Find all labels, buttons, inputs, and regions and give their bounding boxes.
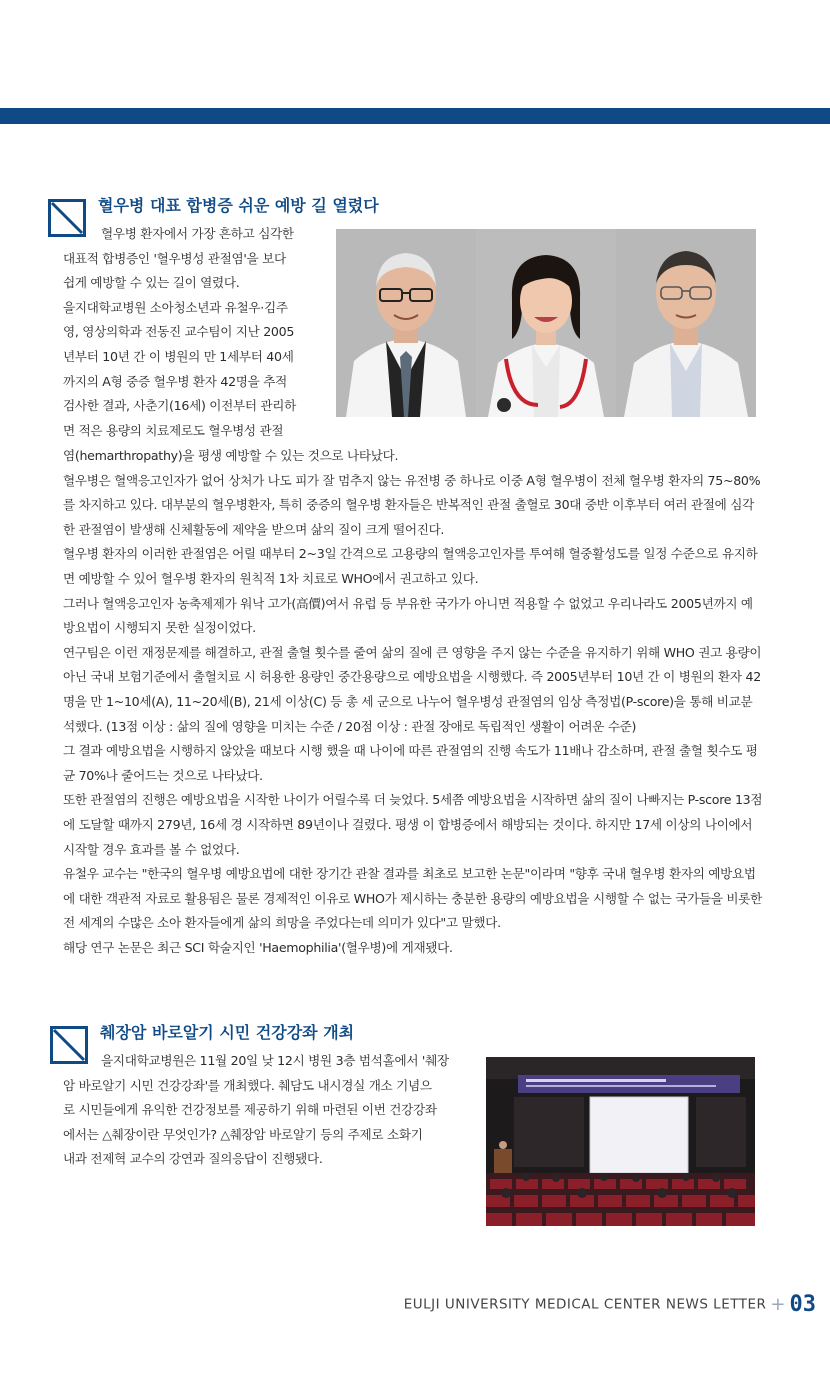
wrap-line: 년부터 10년 간 이 병원의 만 1세부터 40세 xyxy=(63,348,294,364)
body-line: 암 바로알기 시민 건강강좌'를 개최했다. 췌담도 내시경실 개소 기념으 xyxy=(63,1077,432,1093)
paragraph: 유철우 교수는 "한국의 혈우병 예방요법에 대한 장기간 관찰 결과를 최초로 보고한 논문"이라며 "향후 국내 혈우병 환자의 예방요법에 대한 객관적 자료로 활용됨은 물론 경제적인 이유로 WHO가 제시하는 충분한 용량의 예방요법을 시행할 수 없는 국가들을 비롯한 전 세계의 수많은 소아 환자들에게 삶의 희망을 주었다는데 의미가 있다"고 말했다. xyxy=(63,866,763,931)
paragraph: 혈우병은 혈액응고인자가 없어 상처가 나도 피가 잘 멈추지 않는 유전병 중 하나로 이중 A형 혈우병이 전체 혈우병 환자의 75~80%를 차지하고 있다. 대부분의 혈우병환자, 특히 중증의 혈우병 환자들은 반복적인 관절 출혈로 30대 중반 이후부터 여러 관절에 심각한 관절염이 발생해 신체활동에 제약을 받으며 삶의 질이 크게 떨어진다. xyxy=(63,472,761,537)
professor-photo-3 xyxy=(616,229,756,417)
wrap-line: 쉽게 예방할 수 있는 길이 열렸다. xyxy=(63,275,240,291)
paragraph: 또한 관절염의 진행은 예방요법을 시작한 나이가 어릴수록 더 늦었다. 5세쯤 예방요법을 시작하면 삶의 질이 나빠지는 P-score 13점에 도달할 때까지 279년, 16세 경 시작하면 89년이나 걸렸다. 평생 이 합병증에서 해방되는 것이다. 하지만 17세 이상의 나이에서 시작할 경우 효과를 볼 수 없었다. xyxy=(63,792,763,857)
footer-plus-icon: + xyxy=(770,1294,786,1315)
paragraph: 혈우병 환자의 이러한 관절염은 어릴 때부터 2~3일 간격으로 고용량의 혈액응고인자를 투여해 혈중활성도를 일정 수준으로 유지하면 예방할 수 있어 혈우병 환자의 원칙적 1차 치료로 WHO에서 권고하고 있다. xyxy=(63,546,758,586)
wrap-line: 까지의 A형 중증 혈우병 환자 42명을 추적 xyxy=(63,373,287,389)
footer-newsletter-label: EULJI UNIVERSITY MEDICAL CENTER NEWS LETTER xyxy=(403,1296,767,1313)
wrap-line: 혈우병 환자에서 가장 흔하고 심각한 xyxy=(101,226,294,241)
professor-photo-1 xyxy=(336,229,476,417)
footer xyxy=(404,1292,816,1317)
body-line: 내과 전제혁 교수의 강연과 질의응답이 진행됐다. xyxy=(63,1151,323,1167)
wrap-line: 대표적 합병증인 '혈우병성 관절염'을 보다 xyxy=(63,250,286,266)
header-band xyxy=(0,108,830,124)
wrap-line: 검사한 결과, 사춘기(16세) 이전부터 관리하 xyxy=(63,398,297,414)
body-line: 을지대학교병원은 11월 20일 낮 12시 병원 3층 범석홀에서 '췌장 xyxy=(101,1053,449,1068)
wrap-line: 영, 영상의학과 전동진 교수팀이 지난 2005 xyxy=(63,324,295,340)
wrap-line: 을지대학교병원 소아청소년과 유철우·김주 xyxy=(63,299,288,315)
paragraph: 그러나 혈액응고인자 농축제제가 워낙 고가(高價)여서 유럽 등 부유한 국가가 아니면 적용할 수 없었고 우리나라도 2005년까지 예방요법이 시행되지 못한 실정이었다. xyxy=(63,595,753,636)
paragraph: 염(hemarthropathy)을 평생 예방할 수 있는 것으로 나타났다. xyxy=(63,448,399,463)
section1-wrap-text xyxy=(63,222,315,443)
section1-title: 혈우병 대표 합병증 쉬운 예방 길 열렸다 xyxy=(98,196,379,215)
section2-body xyxy=(63,1049,473,1172)
page-number: 03 xyxy=(789,1292,816,1317)
wrap-line: 면 적은 용량의 치료제로도 혈우병성 관절 xyxy=(63,422,284,438)
paragraph: 해당 연구 논문은 최근 SCI 학술지인 'Haemophilia'(혈우병)에 게재됐다. xyxy=(63,939,453,955)
body-line: 에서는 △췌장이란 무엇인가? △췌장암 바로알기 등의 주제로 소화기 xyxy=(63,1126,423,1142)
paragraph: 연구팀은 이런 재정문제를 해결하고, 관절 출혈 횟수를 줄여 삶의 질에 큰 영향을 주지 않는 수준을 유지하기 위해 WHO 권고 용량이 아닌 국내 보험기준에서 출혈치료 시 허용한 용량인 중간용량으로 예방요법을 시행했다. 즉 2005년부터 10년 간 이 병원의 환자 42명을 만 1~10세(A), 11~20세(B), 21세 이상(C) 등 총 세 군으로 나누어 혈우병성 관절염의 임상 측정법(P-score)을 통해 비교분석했다. (13점 이상 : 삶의 질에 영향을 미치는 수준 / 20점 이상 : 관절 장애로 독립적인 생활이 어려운 수준) xyxy=(63,644,762,734)
lecture-hall-photo xyxy=(486,1057,755,1226)
section1-body xyxy=(63,444,763,960)
paragraph: 그 결과 예방요법을 시행하지 않았을 때보다 시행 했을 때 나이에 따른 관절염의 진행 속도가 11배나 감소하며, 관절 출혈 횟수도 평균 70%나 줄어드는 것으로 나타났다. xyxy=(63,743,758,783)
body-line: 로 시민들에게 유익한 건강정보를 제공하기 위해 마련된 이번 건강강좌 xyxy=(63,1102,437,1118)
section2-title: 췌장암 바로알기 시민 건강강좌 개최 xyxy=(100,1023,355,1042)
professor-photo-2 xyxy=(476,229,616,417)
